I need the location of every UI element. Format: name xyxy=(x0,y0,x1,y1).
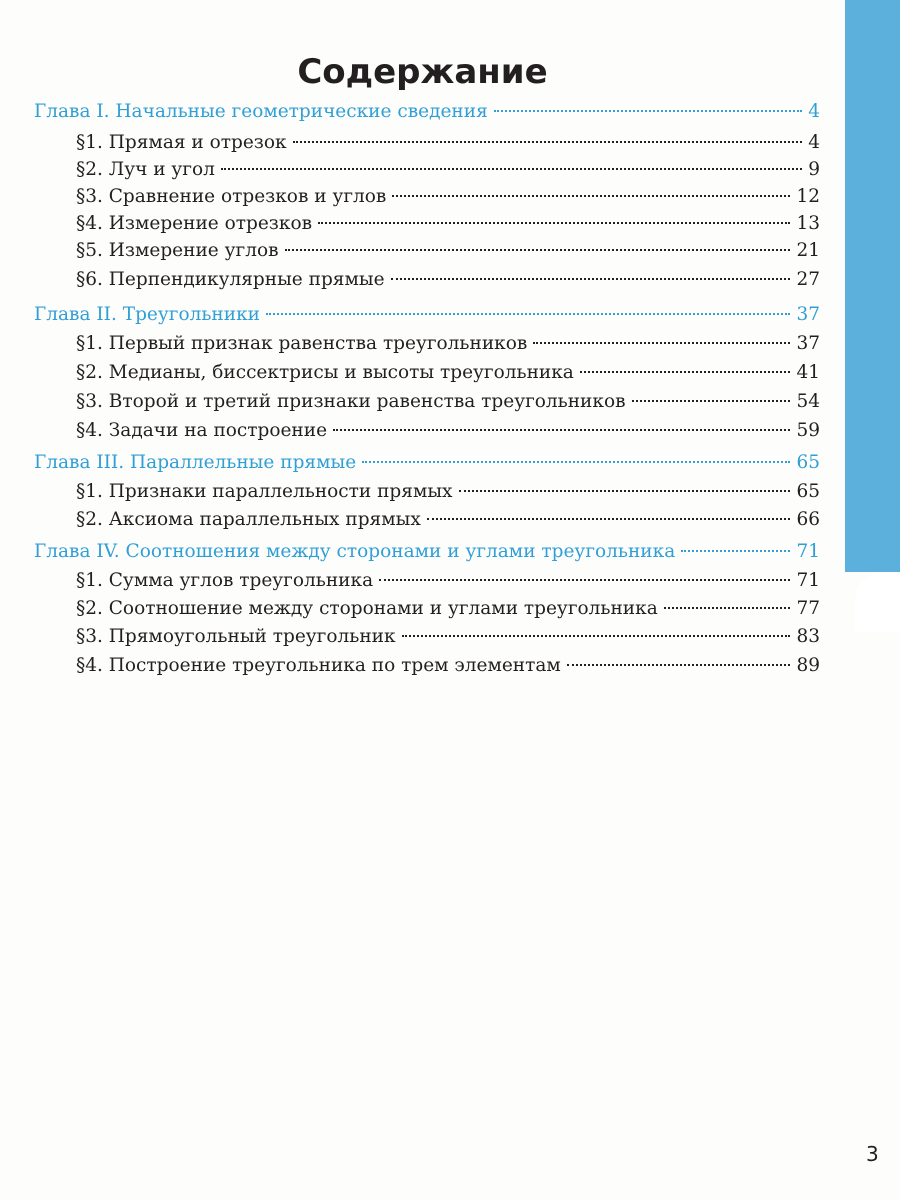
toc-chapter-3[interactable] xyxy=(34,452,820,480)
chapter-page: 71 xyxy=(796,541,820,562)
leader-dots xyxy=(427,518,791,520)
toc-chapter-1[interactable] xyxy=(34,101,820,129)
section-label: §2. Аксиома параллельных прямых xyxy=(76,509,421,530)
leader-dots xyxy=(293,141,803,143)
section-label: §3. Прямоугольный треугольник xyxy=(76,626,396,647)
toc-section[interactable] xyxy=(76,362,820,390)
leader-dots xyxy=(379,579,790,581)
section-page: 89 xyxy=(796,655,820,676)
section-label: §4. Задачи на построение xyxy=(76,420,328,441)
section-page: 4 xyxy=(808,132,820,153)
leader-dots xyxy=(362,461,790,463)
side-tab-curve xyxy=(855,572,900,632)
leader-dots xyxy=(221,168,802,170)
section-label: §1. Прямая и отрезок xyxy=(76,132,287,153)
leader-dots xyxy=(459,490,791,492)
toc-section[interactable] xyxy=(76,481,820,509)
leader-dots xyxy=(664,607,791,609)
leader-dots xyxy=(318,222,790,224)
toc-section[interactable] xyxy=(76,420,820,448)
section-label: §6. Перпендикулярные прямые xyxy=(76,269,385,290)
leader-dots xyxy=(392,195,790,197)
page-number: 3 xyxy=(866,1142,879,1166)
toc-section[interactable] xyxy=(76,570,820,598)
side-tab-top xyxy=(845,0,900,572)
leader-dots xyxy=(285,249,791,251)
toc-section[interactable] xyxy=(76,655,820,683)
section-label: §1. Сумма углов треугольника xyxy=(76,570,374,591)
section-label: §2. Соотношение между сторонами и углами треугольника xyxy=(76,598,658,619)
chapter-page: 37 xyxy=(796,304,820,325)
section-page: 9 xyxy=(808,159,820,180)
toc-section[interactable] xyxy=(76,598,820,626)
toc-section[interactable] xyxy=(76,333,820,361)
toc-section[interactable] xyxy=(76,186,820,214)
toc-chapter-4[interactable] xyxy=(34,541,820,569)
section-label: §4. Построение треугольника по трем элементам xyxy=(76,655,561,676)
chapter-page: 65 xyxy=(796,452,820,473)
section-label: §3. Сравнение отрезков и углов xyxy=(76,186,387,207)
chapter-label: Глава IV. Соотношения между сторонами и углами треугольника xyxy=(34,541,676,562)
section-page: 66 xyxy=(796,509,820,530)
section-page: 71 xyxy=(796,570,820,591)
toc-section[interactable] xyxy=(76,269,820,297)
section-page: 37 xyxy=(796,333,820,354)
toc-section[interactable] xyxy=(76,132,820,160)
section-label: §2. Медианы, биссектрисы и высоты треугольника xyxy=(76,362,574,383)
section-page: 12 xyxy=(796,186,820,207)
section-label: §1. Признаки параллельности прямых xyxy=(76,481,453,502)
section-page: 65 xyxy=(796,481,820,502)
toc-section[interactable] xyxy=(76,159,820,187)
section-page: 59 xyxy=(796,420,820,441)
toc-section[interactable] xyxy=(76,213,820,241)
section-page: 13 xyxy=(796,213,820,234)
section-page: 41 xyxy=(796,362,820,383)
toc-chapter-2[interactable] xyxy=(34,304,820,332)
toc-section[interactable] xyxy=(76,509,820,537)
section-page: 54 xyxy=(796,391,820,412)
page-title: Содержание xyxy=(297,52,548,92)
leader-dots xyxy=(333,429,790,431)
section-label: §2. Луч и угол xyxy=(76,159,215,180)
leader-dots xyxy=(632,400,791,402)
section-page: 27 xyxy=(796,269,820,290)
section-label: §3. Второй и третий признаки равенства треугольников xyxy=(76,391,626,412)
leader-dots xyxy=(567,664,791,666)
leader-dots xyxy=(391,278,791,280)
section-label: §1. Первый признак равенства треугольников xyxy=(76,333,528,354)
leader-dots xyxy=(681,550,790,552)
section-label: §4. Измерение отрезков xyxy=(76,213,312,234)
leader-dots xyxy=(266,313,790,315)
chapter-label: Глава I. Начальные геометрические сведения xyxy=(34,101,488,122)
toc-section[interactable] xyxy=(76,391,820,419)
section-page: 77 xyxy=(796,598,820,619)
leader-dots xyxy=(494,110,802,112)
leader-dots xyxy=(402,635,791,637)
toc-section[interactable] xyxy=(76,240,820,268)
chapter-label: Глава II. Треугольники xyxy=(34,304,260,325)
section-label: §5. Измерение углов xyxy=(76,240,279,261)
toc-section[interactable] xyxy=(76,626,820,654)
chapter-label: Глава III. Параллельные прямые xyxy=(34,452,357,473)
section-page: 21 xyxy=(796,240,820,261)
section-page: 83 xyxy=(796,626,820,647)
chapter-page: 4 xyxy=(808,101,820,122)
leader-dots xyxy=(533,342,790,344)
leader-dots xyxy=(580,371,791,373)
